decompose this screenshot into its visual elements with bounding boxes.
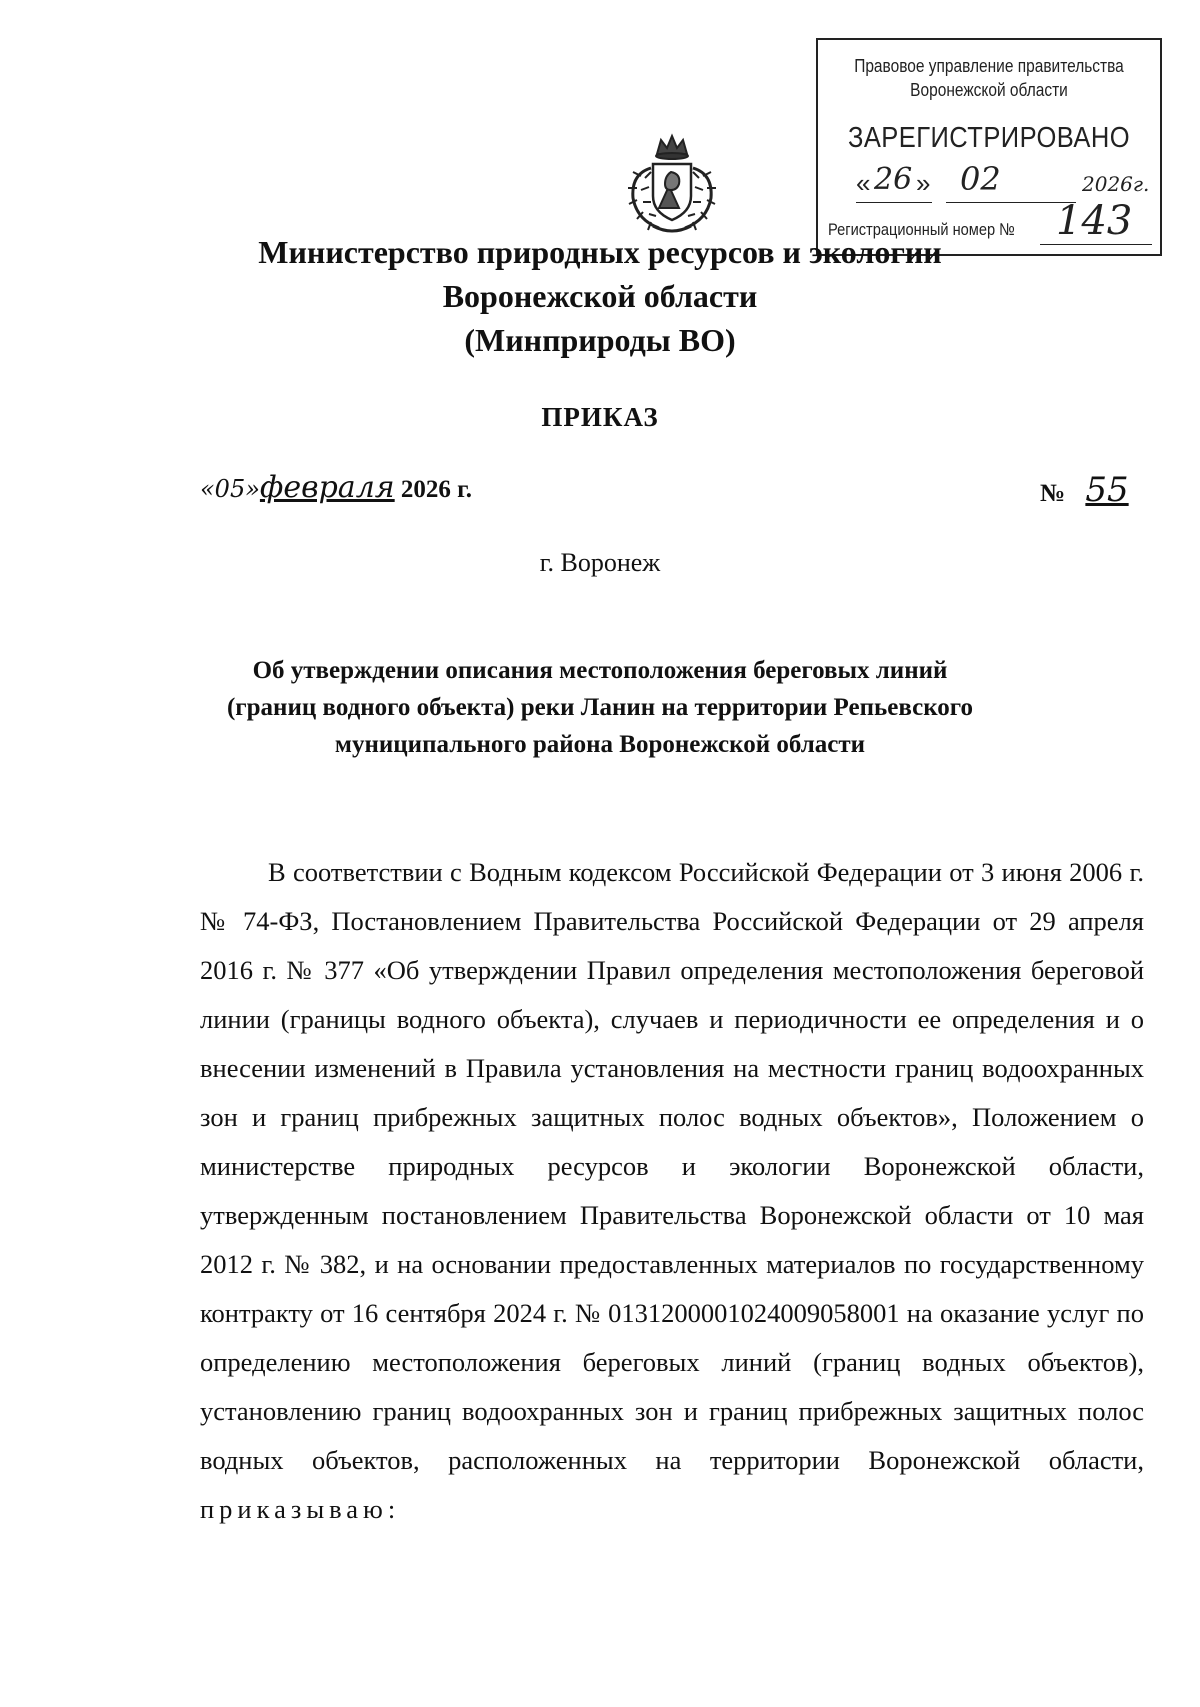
order-body-paragraph (200, 848, 1144, 1534)
order-title-line2: (границ водного объекта) реки Ланин на территории Репьевского (226, 694, 974, 721)
order-closing-word: приказываю: (200, 1494, 401, 1524)
stamp-registered: ЗАРЕГИСТРИРОВАНО (847, 122, 1131, 154)
body-text: В соответствии с Водным кодексом Российской Федерации от 3 июня 2006 г. № 74-ФЗ, Постановлением Правительства Российской Федерации от 29 апреля 2016 г. № 377 «Об утверждении Правил определения местоположения береговой линии (границы водного объекта), случаев и периодичности ее определения и о внесении изменений в Правила установления на местности границ водоохранных зон и границ прибрежных защитных полос водных объектов», Положением о министерстве природных ресурсов и экологии Воронежской области, утвержденным постановлением Правительства Воронежской области от 10 мая 2012 г. № 382, и на основании предоставленных материалов по государственному контракту от 16 сентября 2024 г. № 0131200001024009058001 на оказание услуг по определению местоположения береговых линий (границ водных объектов), установлению границ водоохранных зон и границ прибрежных защитных полос водных объектов, расположенных на территории Воронежской области, (200, 857, 1144, 1475)
ministry-name-line1: Министерство природных ресурсов и экологии (258, 234, 942, 270)
stamp-day: 26 (874, 162, 913, 197)
stamp-month: 02 (960, 160, 1001, 198)
order-title-line3: муниципального района Воронежской области (334, 731, 866, 758)
order-month: февраля (259, 470, 395, 505)
order-number-label: № (1040, 480, 1066, 507)
order-day: «05» (200, 475, 260, 503)
stamp-open-quote: « (856, 168, 871, 198)
registration-stamp (816, 38, 1162, 256)
city-name: г. Воронеж (539, 548, 661, 577)
order-year: 2026 г. (400, 476, 472, 503)
coat-of-arms-emblem (617, 128, 727, 238)
stamp-reg-number: 143 (1056, 198, 1133, 244)
document-type-heading: ПРИКАЗ (541, 402, 659, 432)
ministry-short-name: (Минприроды ВО) (464, 322, 736, 358)
stamp-reg-label: Регистрационный номер № (828, 220, 1015, 239)
stamp-org-line1: Правовое управление правительства (854, 56, 1124, 76)
order-title-line1: Об утверждении описания местоположения береговых линий (252, 657, 948, 684)
stamp-close-quote: » (916, 168, 931, 198)
stamp-organization (842, 54, 1136, 102)
ministry-name-line2: Воронежской области (442, 278, 758, 314)
order-date (200, 470, 472, 505)
order-number (1040, 470, 1135, 510)
order-title (150, 652, 1050, 763)
stamp-org-line2: Воронежской области (910, 80, 1068, 100)
order-number-value: 55 (1085, 470, 1129, 510)
stamp-year: 2026г. (1082, 172, 1150, 196)
